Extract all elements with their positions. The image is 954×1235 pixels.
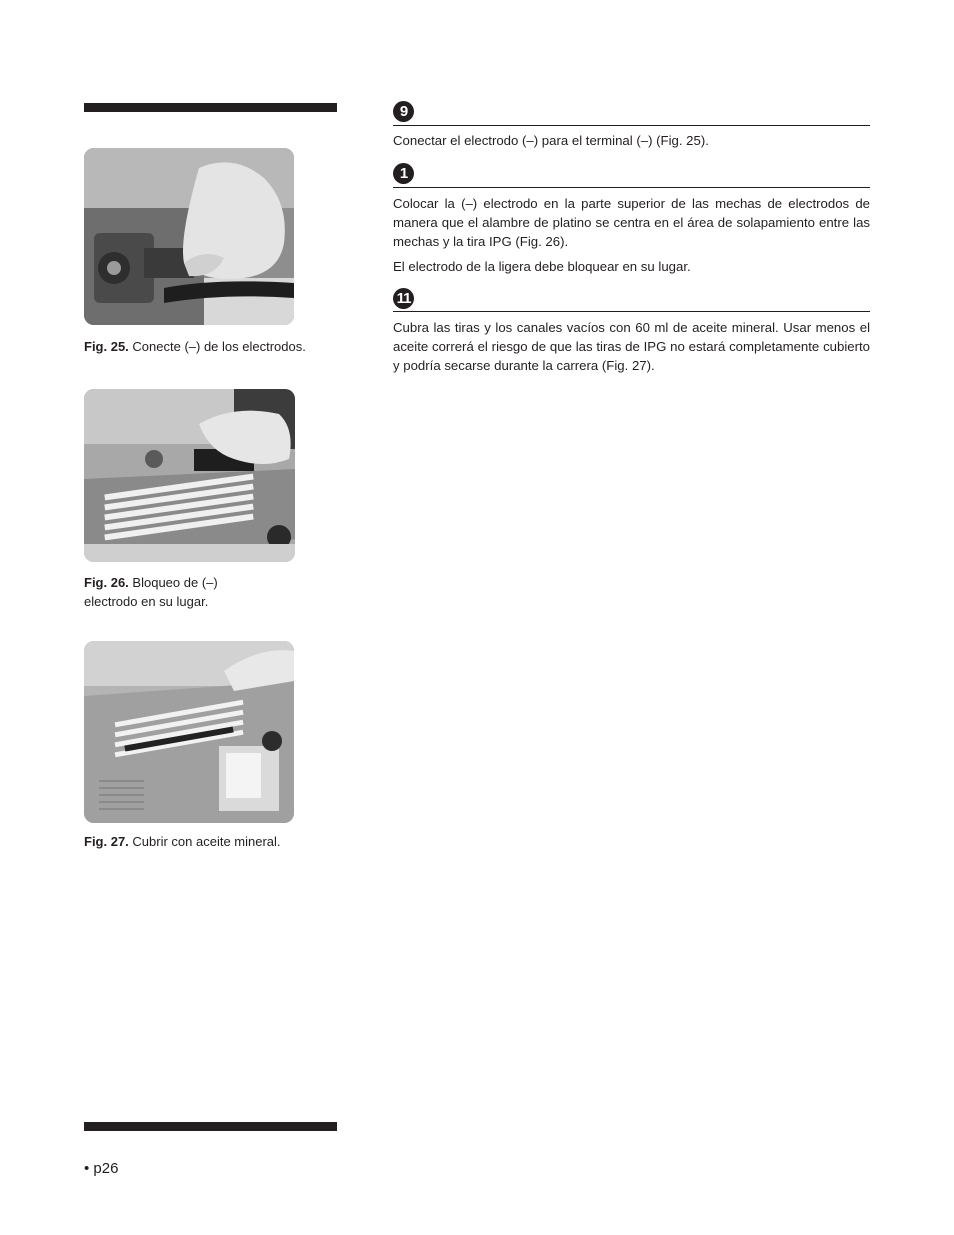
figure-27-text: Cubrir con aceite mineral. (132, 834, 281, 849)
figure-25-label: Fig. 25. (84, 339, 129, 354)
step-9-paragraph: Conectar el electrodo (–) para el terminal (–) (Fig. 25). (393, 133, 709, 148)
bottom-rule (84, 1122, 337, 1131)
step-number-badge: 9 (393, 101, 414, 122)
step-11 (393, 288, 870, 375)
step-10-paragraph-1: Colocar la (–) electrodo en la parte superior de las mechas de electrodos de manera que el alambre de platino se centra en el área de solapamiento entre las mechas y la tira IPG (Fig. 26). (393, 196, 870, 249)
step-number-badge: 11 (393, 288, 414, 309)
step-10-paragraph-2: El electrodo de la ligera debe bloquear en su lugar. (393, 259, 691, 274)
figure-27-label: Fig. 27. (84, 834, 129, 849)
figure-26-label: Fig. 26. (84, 575, 129, 590)
figure-25-text: Conecte (–) de los electrodos. (132, 339, 306, 354)
step-number-badge: 1 (393, 163, 414, 184)
figure-25-caption (84, 337, 344, 356)
page-number: • p26 (84, 1160, 119, 1177)
figure-27-caption (84, 832, 344, 851)
step-11-paragraph: Cubra las tiras y los canales vacíos con 60 ml de aceite mineral. Usar menos el aceite correrá el riesgo de que las tiras de IPG no estará completamente cubierto y podría secarse durante la carrera (Fig. 27). (393, 320, 870, 373)
figure-26-photo (84, 389, 295, 562)
step-9 (393, 101, 870, 150)
step-9-heading (393, 101, 870, 126)
step-10-heading (393, 163, 870, 188)
figure-25-photo (84, 148, 294, 325)
step-10 (393, 163, 870, 276)
figure-27-photo (84, 641, 294, 823)
figure-26-text: Bloqueo de (–) electrodo en su lugar. (84, 575, 218, 609)
figure-26-caption (84, 573, 244, 611)
step-11-heading (393, 288, 870, 312)
top-rule (84, 103, 337, 112)
